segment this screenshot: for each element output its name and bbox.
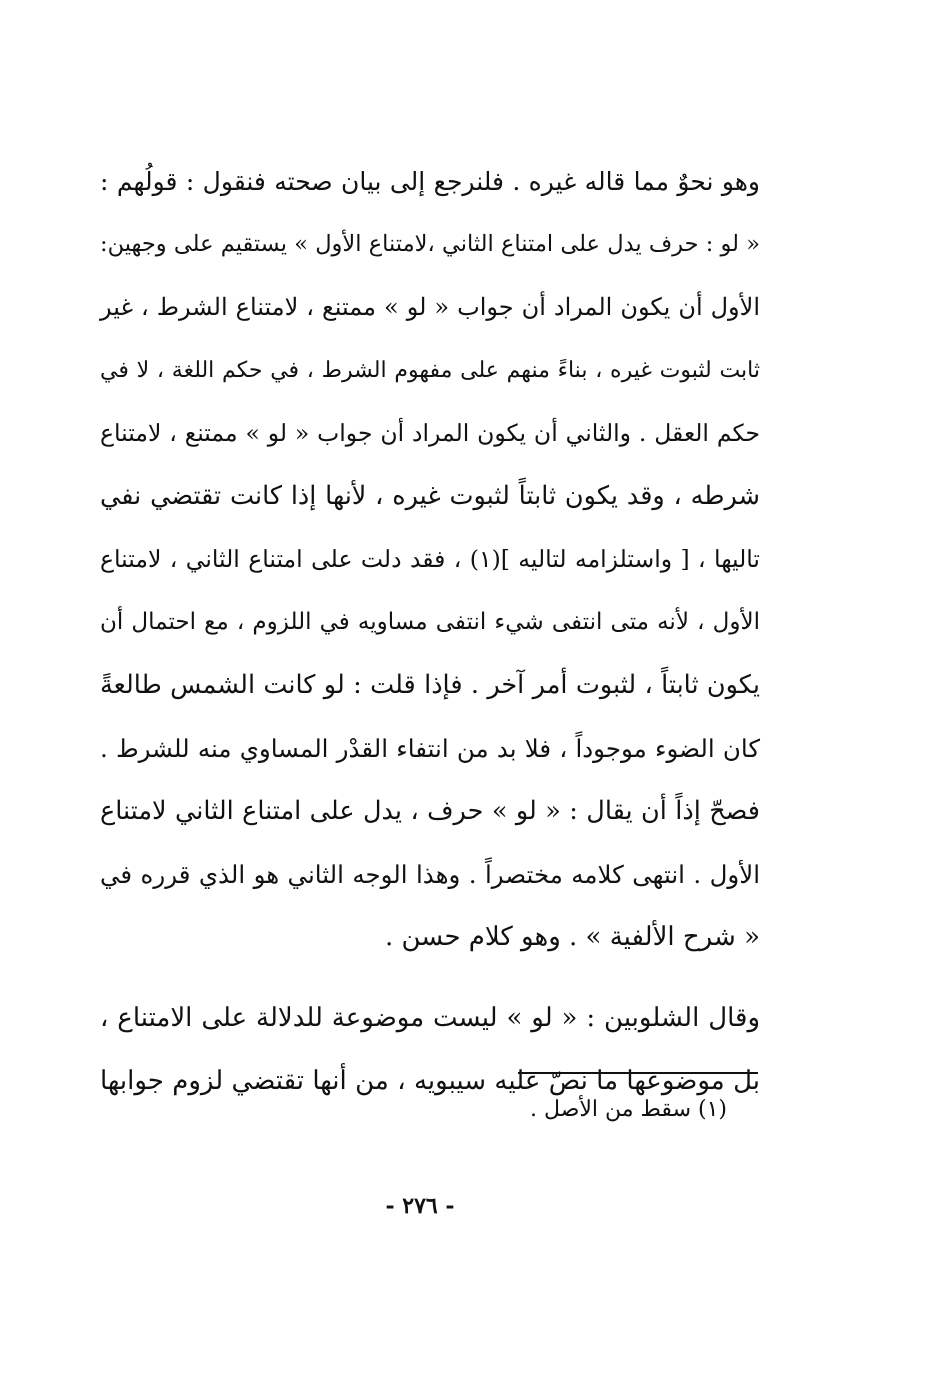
text-line: الأول ، لأنه متى انتفى شيء انتفى مساويه في اللزوم ، مع احتمال أن — [100, 609, 760, 635]
text-line: كان الضوء موجوداً ، فلا بد من انتفاء القدْر المساوي منه للشرط . — [100, 734, 760, 763]
text-line: فصحّ إذاً أن يقال : « لو » حرف ، يدل على امتناع الثاني لامتناع — [100, 796, 760, 826]
paragraph-1 — [100, 150, 760, 969]
footnote: (١) سقط من الأصل . — [530, 1097, 727, 1122]
main-text — [100, 150, 760, 1113]
text-line: « شرح الألفية » . وهو كلام حسن . — [384, 922, 760, 952]
text-line: ثابت لثبوت غيره ، بناءً منهم على مفهوم الشرط ، في حكم اللغة ، لا في — [100, 358, 760, 383]
text-line: تاليها ، [ واستلزامه لتاليه ](١) ، فقد دلت على امتناع الثاني ، لامتناع — [100, 545, 760, 573]
text-line: وهو نحوٌ مما قاله غيره . فلنرجع إلى بيان صحته فنقول : قولُهم : — [100, 167, 760, 196]
footnote-divider — [518, 1072, 758, 1074]
text-line: شرطه ، وقد يكون ثابتاً لثبوت غيره ، لأنها إذا كانت تقتضي نفي — [100, 481, 760, 511]
text-line: بل موضوعها ما نصّ عليه سيبويه ، من أنها تقتضي لزوم جوابها — [100, 1066, 760, 1096]
text-line: وقال الشلوبين : « لو » ليست موضوعة للدلالة على الامتناع ، — [100, 1003, 760, 1033]
page-number: - ٢٧٦ - — [385, 1193, 455, 1219]
text-line: حكم العقل . والثاني أن يكون المراد أن جواب « لو » ممتنع ، لامتناع — [100, 419, 760, 447]
text-line: يكون ثابتاً ، لثبوت أمر آخر . فإذا قلت : لو كانت الشمس طالعةً — [100, 670, 760, 700]
text-line: الأول . انتهى كلامه مختصراً . وهذا الوجه الثاني هو الذي قرره في — [100, 860, 760, 889]
paragraph-spacer — [100, 969, 760, 987]
text-line: الأول أن يكون المراد أن جواب « لو » ممتنع ، لامتناع الشرط ، غير — [100, 293, 760, 321]
text-line: « لو : حرف يدل على امتناع الثاني ،لامتناع الأول » يستقيم على وجهين: — [100, 231, 760, 257]
